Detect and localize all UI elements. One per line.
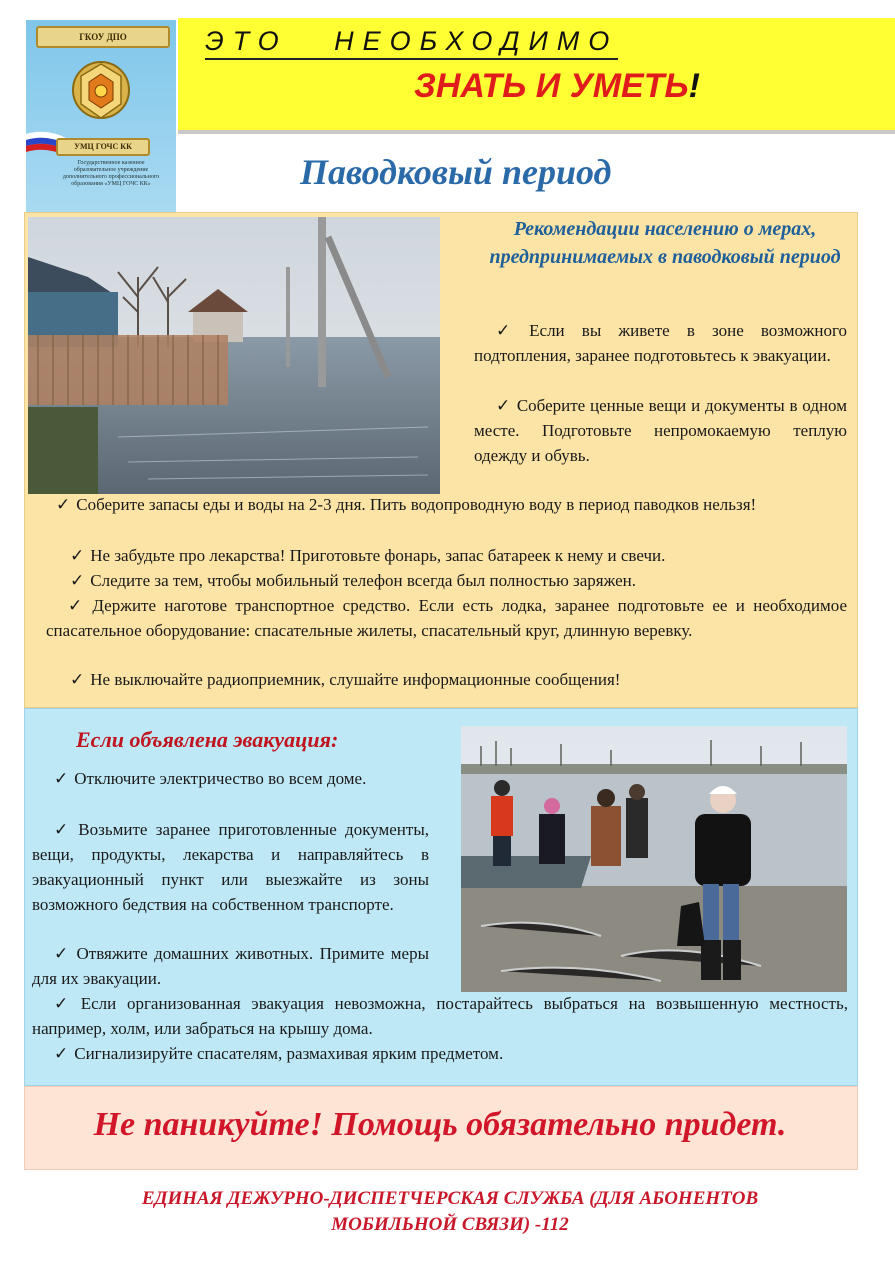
check-icon: ✓ — [54, 769, 69, 788]
emblem-icon — [71, 50, 131, 136]
flood-item-text: Не выключайте радиоприемник, слушайте информационные сообщения! — [90, 670, 621, 689]
check-icon: ✓ — [54, 944, 71, 963]
evacuation-item — [32, 941, 429, 991]
check-icon: ✓ — [70, 546, 85, 565]
evacuation-item — [32, 817, 429, 917]
check-icon: ✓ — [54, 820, 73, 839]
evacuation-item — [32, 766, 429, 791]
check-icon: ✓ — [68, 596, 87, 615]
recommendations-heading: Рекомендации населению о мерах, предпринимаемых в паводковый период — [489, 218, 841, 268]
page-title: Паводковый период — [300, 152, 612, 192]
flood-item-text: Держите наготове транспортное средство. Если есть лодка, заранее подготовьте ее и необходимое спасательное оборудование: спасательные жилеты, спасательный круг, длинную веревку. — [46, 596, 848, 640]
logo-bottom-band: УМЦ ГОЧС КК — [56, 138, 150, 156]
evacuation-item — [32, 991, 848, 1041]
header-line-1: ЭТО НЕОБХОДИМО — [205, 24, 618, 60]
flood-item-text: Не забудьте про лекарства! Приготовьте фонарь, запас батареек к нему и свечи. — [90, 546, 666, 565]
check-icon: ✓ — [54, 994, 75, 1013]
flood-item — [46, 593, 847, 643]
header-shadow — [178, 130, 895, 134]
flood-street-photo — [28, 217, 440, 494]
header-exclamation: ! — [688, 67, 700, 105]
flood-item-text: Соберите запасы еды и воды на 2-3 дня. Пить водопроводную воду в период паводков нельзя! — [76, 495, 757, 514]
check-icon: ✓ — [496, 321, 524, 340]
evacuation-item-text: Отвяжите домашних животных. Примите меры для их эвакуации. — [32, 944, 429, 988]
check-icon: ✓ — [56, 495, 71, 514]
logo-org-text: Государственное казенное образовательное учреждение дополнительного профессионального образования «УМЦ ГОЧС КК» — [62, 160, 160, 187]
evacuation-item-text: Отключите электричество во всем доме. — [74, 769, 367, 788]
evacuation-photo — [461, 726, 847, 992]
logo-emblem — [26, 20, 176, 212]
flood-item — [70, 667, 850, 692]
flood-item — [34, 492, 847, 517]
flood-item — [70, 568, 850, 593]
no-panic-banner: Не паникуйте! Помощь обязательно придет. — [93, 1106, 787, 1143]
flood-item-text: Следите за тем, чтобы мобильный телефон всегда был полностью заряжен. — [90, 571, 637, 590]
emergency-service-footer: ЕДИНАЯ ДЕЖУРНО-ДИСПЕТЧЕРСКАЯ СЛУЖБА (ДЛЯ АБОНЕНТОВ МОБИЛЬНОЙ СВЯЗИ) -112 — [141, 1188, 759, 1235]
check-icon: ✓ — [496, 396, 511, 415]
flood-item — [474, 318, 847, 368]
check-icon: ✓ — [54, 1044, 69, 1063]
check-icon: ✓ — [70, 670, 85, 689]
evacuation-item-text: Сигнализируйте спасателям, размахивая ярким предметом. — [74, 1044, 504, 1063]
header-line-2-text: ЗНАТЬ И УМЕТЬ — [414, 67, 689, 105]
flood-item — [70, 543, 850, 568]
flood-item-text: Если вы живете в зоне возможного подтопления, заранее подготовьтесь к эвакуации. — [474, 321, 847, 365]
evacuation-item-text: Возьмите заранее приготовленные документы, вещи, продукты, лекарства и направляйтесь в эвакуационный пункт или выезжайте из зоны возможного бедствия на собственном транспорте. — [32, 820, 429, 914]
logo-top-band: ГКОУ ДПО — [36, 26, 170, 48]
evacuation-item-text: Если организованная эвакуация невозможна, постарайтесь выбраться на возвышенную местность, например, холм, или забраться на крышу дома. — [32, 994, 848, 1038]
flood-item-text: Соберите ценные вещи и документы в одном месте. Подготовьте непромокаемую теплую одежду и обувь. — [474, 396, 847, 465]
evacuation-heading: Если объявлена эвакуация: — [76, 727, 339, 752]
header-line-2 — [414, 64, 700, 108]
check-icon: ✓ — [70, 571, 85, 590]
evacuation-item — [32, 1041, 848, 1066]
flood-item — [474, 393, 847, 468]
